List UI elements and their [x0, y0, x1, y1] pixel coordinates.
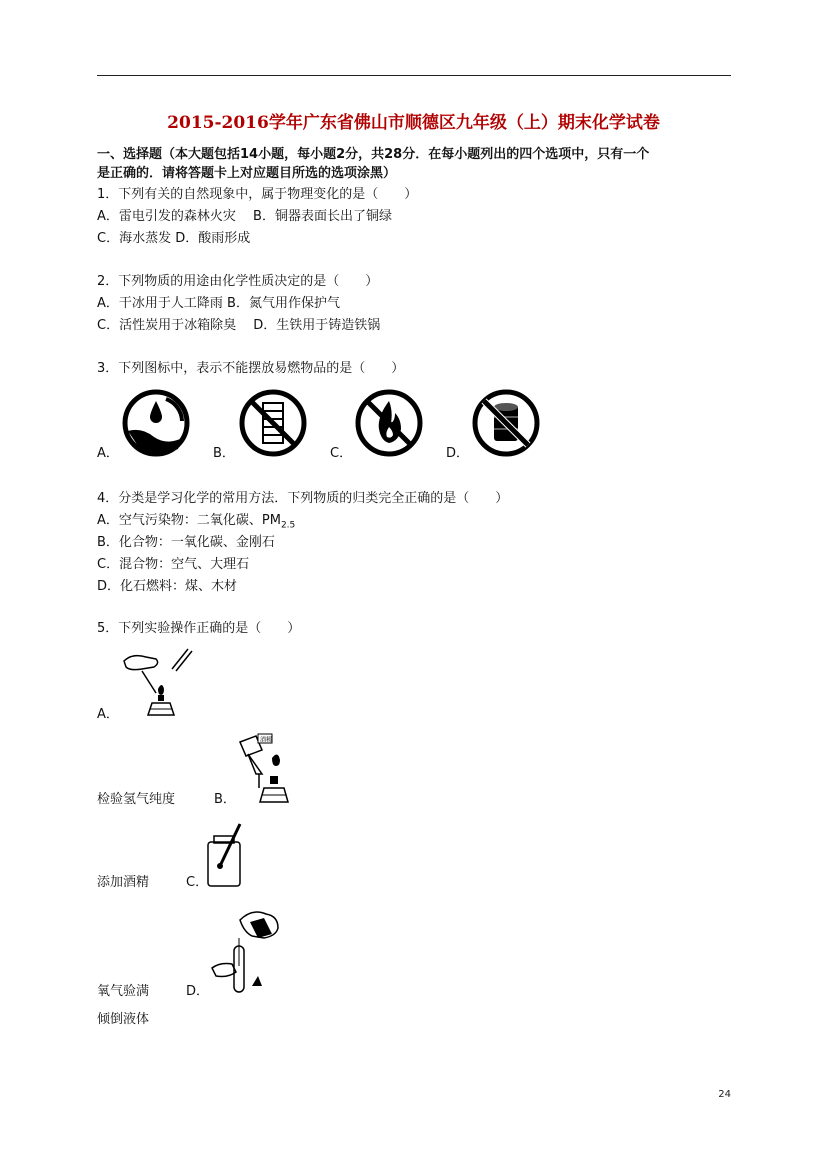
pour-liquid-figure — [206, 906, 286, 998]
q1-stem: 1．下列有关的自然现象中，属于物理变化的是（ ） — [97, 187, 418, 202]
q4-option-a-text: A．空气污染物：二氧化碳、PM — [97, 513, 281, 528]
q4-option-d: D．化石燃料：煤、木材 — [97, 579, 238, 594]
q5-option-d: D． — [186, 984, 210, 999]
q5-option-b: B． — [214, 792, 236, 807]
q2-options-ab: A．干冰用于人工降雨 B．氮气用作保护气 — [97, 296, 340, 311]
fig-label-alcohol: 酒精 — [260, 736, 273, 744]
q3-stem: 3．下列图标中，表示不能摆放易燃物品的是（ ） — [97, 361, 405, 376]
q5-option-a: A． — [97, 707, 119, 722]
q4-option-c: C．混合物：空气、大理石 — [97, 557, 250, 572]
q4-pm-subscript: 2.5 — [280, 520, 296, 531]
q5-caption-b: 添加酒精 — [97, 875, 150, 890]
add-alcohol-figure — [236, 732, 296, 806]
q2-stem: 2．下列物质的用途由化学性质决定的是（ ） — [97, 274, 379, 289]
sign-c-icon — [353, 387, 425, 459]
sign-b-icon — [237, 387, 309, 459]
header-rule — [97, 75, 731, 76]
q3-option-a: A． — [97, 446, 119, 461]
sign-d-icon — [470, 387, 542, 459]
q3-option-b: B． — [213, 446, 235, 461]
q4-stem: 4．分类是学习化学的常用方法．下列物质的归类完全正确的是（ ） — [97, 491, 509, 506]
hydrogen-test-figure — [118, 645, 196, 719]
q1-options-cd: C．海水蒸发 D．酸雨形成 — [97, 231, 251, 246]
q5-option-c: C． — [186, 875, 209, 890]
q3-option-c: C． — [330, 446, 353, 461]
section-heading-line1: 一、选择题（本大题包括14小题，每小题2分，共28分．在每小题列出的四个选项中，只有一个 — [97, 147, 650, 162]
q5-stem: 5．下列实验操作正确的是（ ） — [97, 621, 301, 636]
q4-option-a — [97, 513, 295, 534]
q5-caption-c: 氧气验满 — [97, 984, 150, 999]
page-title: 2015-2016学年广东省佛山市顺德区九年级（上）期末化学试卷 — [167, 113, 660, 133]
q2-options-cd: C．活性炭用于冰箱除臭 D．生铁用于铸造铁锅 — [97, 318, 381, 333]
q4-option-b: B．化合物：一氧化碳、金刚石 — [97, 535, 275, 550]
q5-caption-d: 倾倒液体 — [97, 1012, 150, 1027]
page-number: 24 — [718, 1089, 731, 1100]
q3-option-d: D． — [446, 446, 470, 461]
section-heading-line2: 是正确的．请将答题卡上对应题目所选的选项涂黑） — [97, 166, 397, 181]
oxygen-full-test-figure — [204, 822, 244, 890]
sign-a-icon — [120, 387, 192, 459]
q1-options-ab: A．雷电引发的森林火灾 B．铜器表面长出了铜绿 — [97, 209, 392, 224]
q5-caption-a: 检验氢气纯度 — [97, 792, 176, 807]
